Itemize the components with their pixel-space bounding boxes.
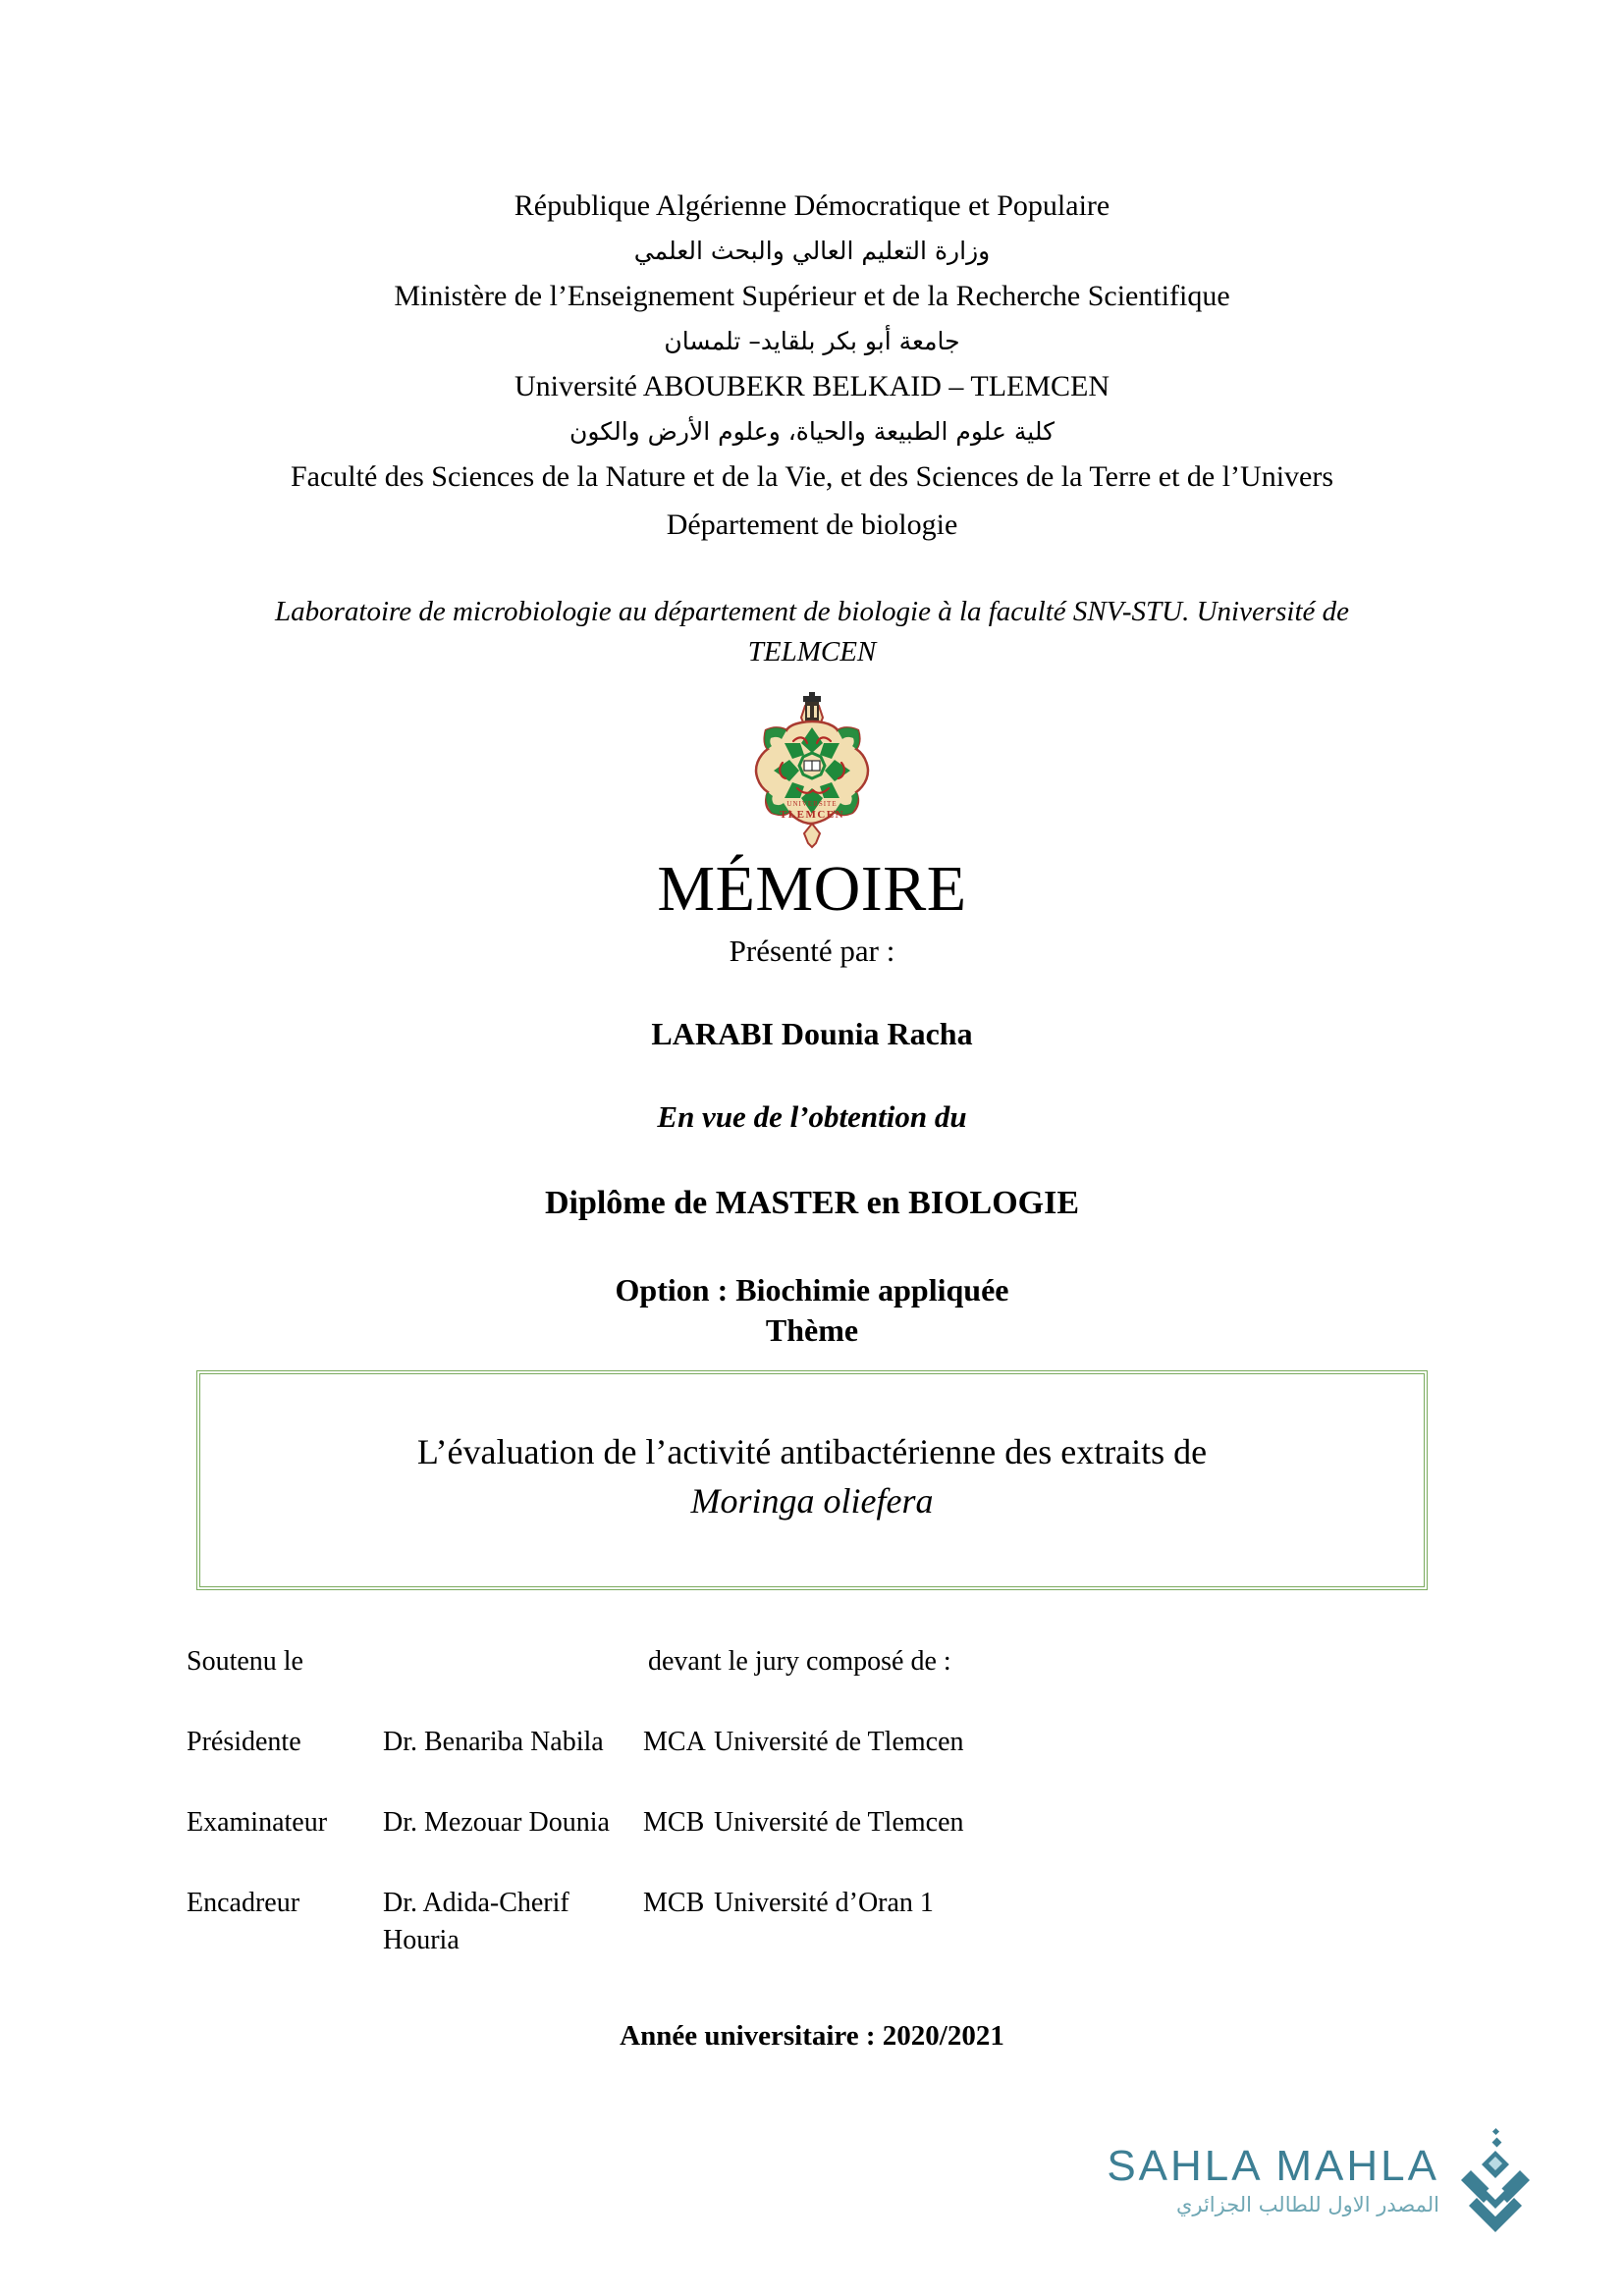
jury-row: [187, 1885, 1437, 1959]
jury-affiliation: Université de Tlemcen: [714, 1727, 964, 1757]
thesis-title-species: Moringa oliefera: [690, 1481, 934, 1521]
jury-composed-label: devant le jury composé de :: [648, 1646, 951, 1677]
university-emblem-icon: [738, 692, 886, 849]
header-line-university-ar: جامعة أبو بكر بلقايد– تلمسان: [664, 327, 960, 355]
jury-role: Présidente: [187, 1727, 301, 1757]
jury-role: Encadreur: [187, 1888, 300, 1918]
sahla-mahla-watermark: [1107, 2127, 1538, 2233]
jury-name: Dr. Benariba Nabila: [383, 1727, 604, 1757]
jury-row: [187, 1804, 1437, 1842]
laboratory-note: Laboratoire de microbiologie au département de biologie à la faculté SNV-STU. Université de TELMCEN: [274, 596, 1350, 667]
presented-by-label: Présenté par :: [729, 934, 895, 968]
option-specialization: Option : Biochimie appliquée: [615, 1272, 1009, 1308]
emblem-caption-top: UNIVERSITE: [786, 800, 838, 808]
academic-year: Année universitaire : 2020/2021: [620, 2020, 1004, 2052]
header-line-faculty-fr: Faculté des Sciences de la Nature et de la Vie, et des Sciences de la Terre et de l’Univers: [290, 460, 1334, 493]
emblem-caption-bottom: TLEMCEN: [779, 809, 845, 821]
header-line-university-fr: Université ABOUBEKR BELKAID – TLEMCEN: [514, 370, 1110, 402]
defense-date-row: [187, 1643, 1437, 1681]
header-line-ministry-fr: Ministère de l’Enseignement Supérieur et de la Recherche Scientifique: [394, 280, 1230, 312]
in-view-of-label: En vue de l’obtention du: [657, 1099, 967, 1134]
jury-name: Dr. Adida-Cherif Houria: [383, 1888, 569, 1955]
brand-tagline: المصدر الاول للطالب الجزائري: [1175, 2193, 1439, 2216]
document-kind-heading: MÉMOIRE: [657, 853, 967, 925]
thesis-title-line-1: L’évaluation de l’activité antibactérienne des extraits de: [416, 1432, 1208, 1471]
header-line-republic: République Algérienne Démocratique et Populaire: [514, 189, 1110, 222]
theme-label: Thème: [765, 1312, 859, 1348]
jury-grade: MCB: [643, 1807, 705, 1838]
jury-affiliation: Université de Tlemcen: [714, 1807, 964, 1838]
header-line-faculty-ar: كلية علوم الطبيعة والحياة، وعلوم الأرض والكون: [569, 417, 1055, 446]
header-line-department: Département de biologie: [666, 508, 958, 541]
jury-name: Dr. Mezouar Dounia: [383, 1807, 610, 1838]
jury-grade: MCB: [643, 1888, 705, 1918]
thesis-title-box: [196, 1370, 1428, 1590]
soutenu-label: Soutenu le: [187, 1646, 303, 1677]
institution-header: [0, 0, 1624, 549]
sahla-mahla-logo-icon: [1453, 2127, 1538, 2233]
emblem-container: [0, 692, 1624, 849]
degree-title: Diplôme de MASTER en BIOLOGIE: [544, 1185, 1080, 1221]
jury-role: Examinateur: [187, 1807, 328, 1838]
brand-text-block: [1107, 2142, 1439, 2218]
jury-section: [187, 1643, 1437, 1959]
jury-affiliation: Université d’Oran 1: [714, 1888, 934, 1918]
jury-grade: MCA: [643, 1727, 706, 1757]
brand-name: SAHLA MAHLA: [1107, 2142, 1439, 2190]
header-line-ministry-ar: وزارة التعليم العالي والبحث العلمي: [633, 237, 991, 265]
jury-row: [187, 1724, 1437, 1761]
author-name: LARABI Dounia Racha: [651, 1016, 973, 1051]
